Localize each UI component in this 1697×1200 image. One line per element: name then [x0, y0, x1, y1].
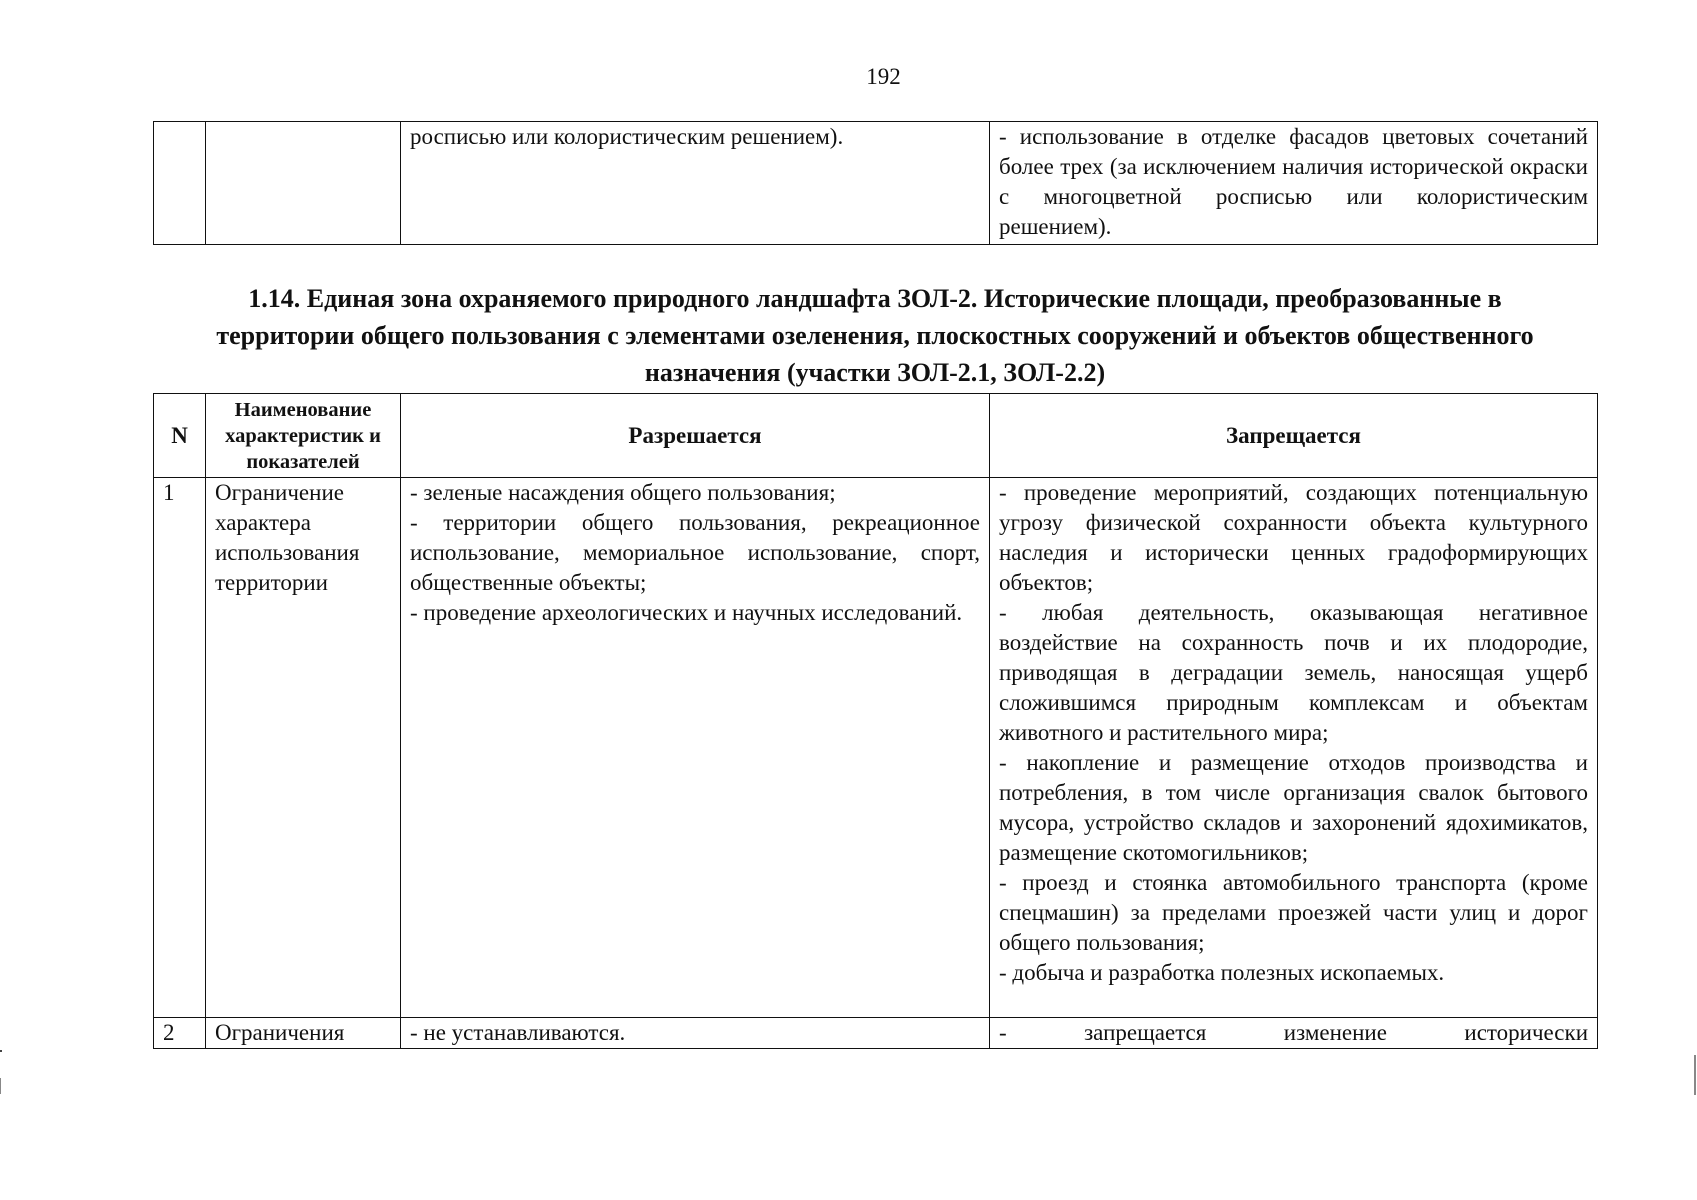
- header-prohibited: Запрещается: [990, 394, 1598, 478]
- continued-table: [153, 121, 1598, 245]
- cell-prohibited: - использование в отделке фасадов цветовых сочетаний более трех (за исключением наличия исторической окраски с многоцветной росписью или колористическим решением).: [990, 122, 1598, 245]
- heading-line: территории общего пользования с элементами озеленения, плоскостных сооружений и объектов общественного: [216, 321, 1534, 350]
- cell-name: Ограничения: [206, 1018, 401, 1049]
- cell-number: [154, 122, 206, 245]
- prohibited-item: - запрещается изменение исторически: [999, 1020, 1588, 1045]
- cell-allowed: росписью или колористическим решением).: [401, 122, 990, 245]
- scan-edge-mark: [1694, 1055, 1696, 1095]
- cell-number: 1: [154, 478, 206, 1018]
- prohibited-item: - проведение мероприятий, создающих потенциальную угрозу физической сохранности объекта культурного наследия и исторически ценных градоформирующих объектов;: [999, 480, 1588, 595]
- cell-name: [206, 122, 401, 245]
- prohibited-item: - проезд и стоянка автомобильного транспорта (кроме спецмашин) за пределами проезжей части улиц и дорог общего пользования;: [999, 870, 1588, 955]
- cell-prohibited: [990, 1018, 1598, 1049]
- prohibited-item: - накопление и размещение отходов производства и потребления, в том числе организация свалок бытового мусора, устройство складов и захоронений ядохимикатов, размещение скотомогильников;: [999, 750, 1588, 865]
- cell-name: Ограничение характера использования территории: [206, 478, 401, 1018]
- table-row: [154, 122, 1598, 245]
- section-heading: [153, 280, 1597, 391]
- allowed-item: - проведение археологических и научных исследований.: [410, 600, 963, 625]
- page-number: 192: [866, 64, 901, 89]
- table-header-row: [154, 394, 1598, 478]
- cell-allowed: [401, 1018, 990, 1049]
- table-row: [154, 478, 1598, 1018]
- heading-line: назначения (участки ЗОЛ-2.1, ЗОЛ-2.2): [644, 358, 1106, 387]
- header-number: N: [154, 394, 206, 478]
- cell-allowed: [401, 478, 990, 1018]
- cell-prohibited: [990, 478, 1598, 1018]
- allowed-item: - не устанавливаются.: [410, 1020, 626, 1045]
- prohibited-item: - любая деятельность, оказывающая негативное воздействие на сохранность почв и их плодородие, приводящая в деградации земель, наносящая ущерб сложившимся природным комплексам и объектам животного и растительного мира;: [999, 600, 1588, 745]
- scan-edge-mark: [0, 1078, 1, 1094]
- allowed-item: - территории общего пользования, рекреационное использование, мемориальное использование, спорт, общественные объекты;: [410, 510, 980, 595]
- cell-number: 2: [154, 1018, 206, 1049]
- heading-line: 1.14. Единая зона охраняемого природного ландшафта ЗОЛ-2. Исторические площади, преобразованные в: [248, 284, 1502, 313]
- header-name: Наименование характеристик и показателей: [206, 394, 401, 478]
- scan-edge-mark: [0, 1050, 2, 1052]
- prohibited-item: - добыча и разработка полезных ископаемых.: [999, 960, 1445, 985]
- header-allowed: Разрешается: [401, 394, 990, 478]
- table-row: [154, 1018, 1598, 1049]
- zone-regulations-table: [153, 393, 1598, 1049]
- allowed-item: - зеленые насаждения общего пользования;: [410, 480, 836, 505]
